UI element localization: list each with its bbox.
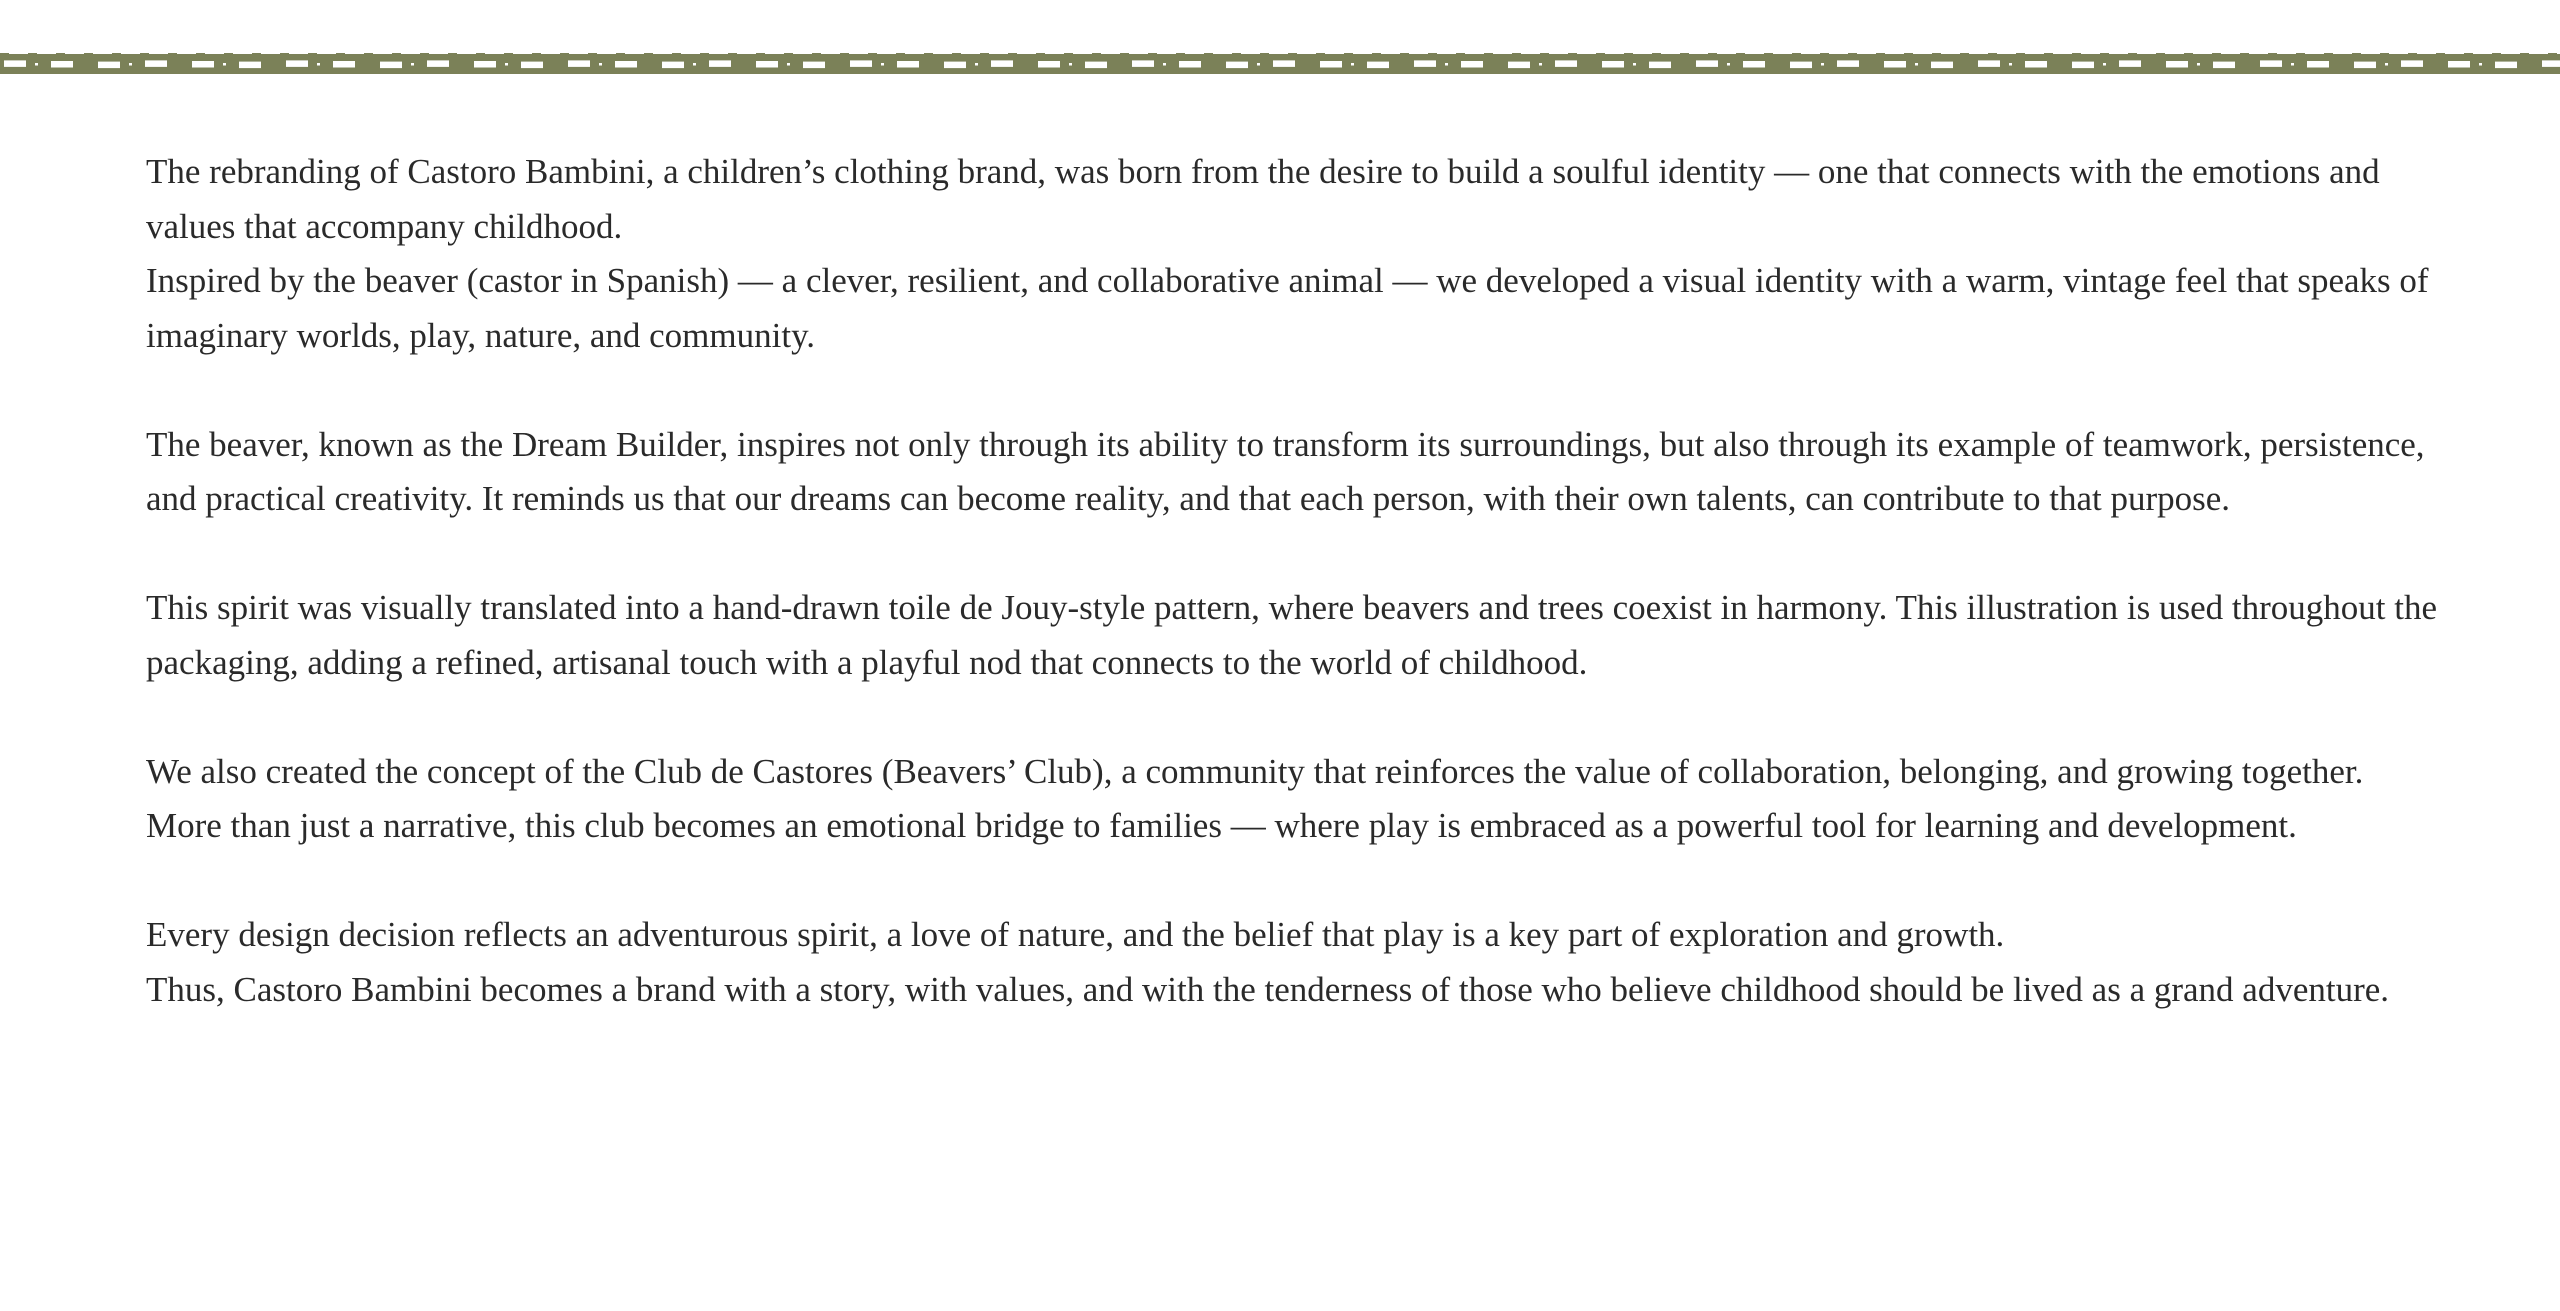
stitch-dash	[2166, 61, 2188, 68]
ribbon-edge-mark	[686, 55, 695, 57]
ribbon-edge-mark	[966, 55, 975, 57]
ribbon-edge-mark	[1148, 53, 1157, 55]
ribbon-edge-mark	[490, 55, 499, 57]
stitch-speck	[2197, 63, 2200, 66]
ribbon-edge-mark	[182, 55, 191, 57]
ribbon-edge-mark	[434, 55, 443, 57]
stitch-dash	[2495, 62, 2517, 69]
ribbon-edge-mark	[84, 53, 93, 55]
ribbon-edge-mark	[1652, 53, 1661, 55]
stitch-dash	[1508, 62, 1530, 69]
ribbon-edge-mark	[826, 55, 835, 57]
ribbon-edge-mark	[1834, 55, 1843, 57]
paragraph-line: The rebranding of Castoro Bambini, a children’s clothing brand, was born from the desire to build a soulful identity — one that connects with the emotions and values that accompany childhood.	[146, 152, 2380, 246]
stitch-speck	[2291, 63, 2294, 66]
ribbon-edge-mark	[2226, 55, 2235, 57]
ribbon-edge-mark	[1526, 55, 1535, 57]
stitch-dash	[1790, 62, 1812, 69]
stitch-dash	[662, 62, 684, 69]
stitch-dash	[1884, 61, 1906, 68]
ribbon-edge-mark	[0, 53, 9, 55]
ribbon-edge-mark	[2324, 53, 2333, 55]
ribbon-edge-mark	[2268, 53, 2277, 55]
stitch-dash	[1367, 62, 1389, 69]
ribbon-edge-mark	[798, 55, 807, 57]
ribbon-edge-mark	[1106, 55, 1115, 57]
stitch-dash	[1461, 61, 1483, 68]
ribbon-edge-mark	[154, 55, 163, 57]
ribbon-edge-mark	[1666, 55, 1675, 57]
ribbon-edge-mark	[700, 53, 709, 55]
ribbon-edge-mark	[658, 55, 667, 57]
ribbon-edge-mark	[1302, 55, 1311, 57]
ribbon-edge-mark	[1246, 55, 1255, 57]
ribbon-edge-mark	[854, 55, 863, 57]
ribbon-edge-mark	[1260, 53, 1269, 55]
ribbon-edge-mark	[1232, 53, 1241, 55]
stitch-dash	[4, 60, 26, 67]
ribbon-edge-mark	[2072, 53, 2081, 55]
stitch-dash	[2307, 61, 2329, 68]
ribbon-edge-mark	[1778, 55, 1787, 57]
ribbon-edge-mark	[518, 55, 527, 57]
paragraph-beavers-club	[146, 745, 2446, 854]
ribbon-edge-mark	[910, 55, 919, 57]
ribbon-edge-mark	[2058, 55, 2067, 57]
stitch-dash	[286, 60, 308, 67]
ribbon-edge-mark	[1050, 55, 1059, 57]
stitch-dash	[568, 60, 590, 67]
ribbon-edge-mark	[28, 53, 37, 55]
paragraph-line: This spirit was visually translated into a hand-drawn toile de Jouy-style pattern, where beavers and trees coexist in harmony. This illustration is used throughout the packaging, adding a refined, artisanal touch with a playful nod that connects to the world of childhood.	[146, 588, 2438, 682]
ribbon-edge-mark	[616, 53, 625, 55]
ribbon-edge-mark	[476, 53, 485, 55]
ribbon-edge-mark	[784, 53, 793, 55]
ribbon-edge-mark	[56, 53, 65, 55]
paragraph-closing	[146, 908, 2446, 1017]
ribbon-edge-mark	[630, 55, 639, 57]
ribbon-edge-mark	[336, 53, 345, 55]
ribbon-edge-mark	[1638, 55, 1647, 57]
stitch-speck	[411, 63, 414, 66]
ribbon-edge-mark	[938, 55, 947, 57]
stitch-dash	[2213, 62, 2235, 69]
ribbon-edge-mark	[406, 55, 415, 57]
ribbon-edge-mark	[588, 53, 597, 55]
stitch-dash	[1555, 60, 1577, 67]
ribbon-edge-mark	[462, 55, 471, 57]
ribbon-edge-mark	[1456, 53, 1465, 55]
ribbon-edge-mark	[1946, 55, 1955, 57]
stitch-speck	[1163, 63, 1166, 66]
ribbon-edge-mark	[2394, 55, 2403, 57]
stitch-dash	[2401, 60, 2423, 67]
stitch-speck	[317, 63, 320, 66]
ribbon-edge-mark	[196, 53, 205, 55]
ribbon-edge-mark	[2478, 55, 2487, 57]
ribbon-edge-mark	[728, 53, 737, 55]
ribbon-edge-mark	[1274, 55, 1283, 57]
ribbon-edge-mark	[2352, 53, 2361, 55]
stitch-dash	[2448, 61, 2470, 68]
stitch-speck	[35, 63, 38, 66]
stitch-dash	[1038, 61, 1060, 68]
ribbon-edge-mark	[504, 53, 513, 55]
ribbon-edge-mark	[280, 53, 289, 55]
ribbon-edge-mark	[448, 53, 457, 55]
ribbon-edge-mark	[378, 55, 387, 57]
ribbon-edge-mark	[1680, 53, 1689, 55]
ribbon-edge-mark	[812, 53, 821, 55]
ribbon-edge-mark	[532, 53, 541, 55]
ribbon-edge-mark	[1036, 53, 1045, 55]
ribbon-edge-mark	[2114, 55, 2123, 57]
ribbon-edge-mark	[2548, 53, 2557, 55]
ribbon-edge-mark	[2464, 53, 2473, 55]
stitch-dash	[1837, 60, 1859, 67]
stitch-dash	[1931, 62, 1953, 69]
ribbon-edge-mark	[1190, 55, 1199, 57]
ribbon-edge-mark	[714, 55, 723, 57]
ribbon-edge-mark	[1806, 55, 1815, 57]
ribbon-edge-mark	[1162, 55, 1171, 57]
stitch-dash	[1978, 60, 2000, 67]
ribbon-edge-mark	[980, 53, 989, 55]
ribbon-edge-mark	[322, 55, 331, 57]
stitch-speck	[2009, 63, 2012, 66]
stitch-dash	[1696, 60, 1718, 67]
ribbon-edge-mark	[1624, 53, 1633, 55]
paragraph-dream-builder	[146, 418, 2446, 527]
ribbon-edge-mark	[1820, 53, 1829, 55]
ribbon-edge-mark	[644, 53, 653, 55]
ribbon-edge-mark	[560, 53, 569, 55]
stitch-dash	[1273, 60, 1295, 67]
ribbon-edge-mark	[1428, 53, 1437, 55]
ribbon-edge-mark	[1512, 53, 1521, 55]
ribbon-edge-mark	[2002, 55, 2011, 57]
ribbon-edge-mark	[2436, 53, 2445, 55]
paragraph-line: Inspired by the beaver (castor in Spanish) — a clever, resilient, and collaborative animal — we developed a visual identity with a warm, vintage feel that speaks of imaginary worlds, play, nature, and community.	[146, 261, 2429, 355]
ribbon-edge-mark	[1582, 55, 1591, 57]
stitch-dash	[756, 61, 778, 68]
stitch-speck	[1633, 63, 1636, 66]
ribbon-edge-mark	[140, 53, 149, 55]
ribbon-edge-mark	[2450, 55, 2459, 57]
ribbon-edge-mark	[742, 55, 751, 57]
ribbon-edge-mark	[1400, 53, 1409, 55]
stitch-dash	[427, 60, 449, 67]
stitch-dash	[1320, 61, 1342, 68]
article-body	[146, 145, 2446, 1072]
ribbon-edge-mark	[1974, 55, 1983, 57]
ribbon-edge-mark	[308, 53, 317, 55]
stitch-speck	[2479, 63, 2482, 66]
ribbon-edge-mark	[252, 53, 261, 55]
stitch-dash	[2119, 60, 2141, 67]
stitch-dash	[1132, 60, 1154, 67]
ribbon-edge-mark	[266, 55, 275, 57]
ribbon-edge-mark	[2492, 53, 2501, 55]
ribbon-edge-mark	[2282, 55, 2291, 57]
ribbon-edge-mark	[2100, 53, 2109, 55]
ribbon-edge-mark	[756, 53, 765, 55]
stitch-speck	[1915, 63, 1918, 66]
stitch-speck	[693, 63, 696, 66]
stitch-speck	[1727, 63, 1730, 66]
ribbon-edge-mark	[1540, 53, 1549, 55]
stitch-speck	[1445, 63, 1448, 66]
stitch-dash	[1179, 61, 1201, 68]
ribbon-edge-mark	[2198, 55, 2207, 57]
ribbon-edge-mark	[1316, 53, 1325, 55]
ribbon-edge-mark	[2184, 53, 2193, 55]
ribbon-edge-mark	[868, 53, 877, 55]
ribbon-edge-mark	[1862, 55, 1871, 57]
ribbon-edge-mark	[14, 55, 23, 57]
ribbon-edge-mark	[2142, 55, 2151, 57]
paragraph-intro	[146, 145, 2446, 363]
ribbon-edge-mark	[1414, 55, 1423, 57]
ribbon-edge-mark	[1372, 53, 1381, 55]
ribbon-edge-mark	[1022, 55, 1031, 57]
ribbon-edge-mark	[2534, 55, 2543, 57]
ribbon-edge-mark	[350, 55, 359, 57]
stitch-dash	[1226, 62, 1248, 69]
ribbon-edge-mark	[2296, 53, 2305, 55]
ribbon-edge-mark	[1008, 53, 1017, 55]
stitch-dash	[2260, 60, 2282, 67]
stitch-speck	[2385, 63, 2388, 66]
ribbon-edge-mark	[1442, 55, 1451, 57]
ribbon-edge-mark	[70, 55, 79, 57]
ribbon-edge-mark	[1120, 53, 1129, 55]
ribbon-edge-mark	[420, 53, 429, 55]
ribbon-edge-mark	[1988, 53, 1997, 55]
stitch-speck	[881, 63, 884, 66]
ribbon-edge-mark	[98, 55, 107, 57]
stitch-dash	[98, 62, 120, 69]
ribbon-edge-mark	[1932, 53, 1941, 55]
ribbon-edge-mark	[1792, 53, 1801, 55]
ribbon-edge-mark	[210, 55, 219, 57]
ribbon-edge-mark	[1736, 53, 1745, 55]
ribbon-edge-mark	[1960, 53, 1969, 55]
ribbon-edge-mark	[770, 55, 779, 57]
stitch-dash	[1085, 62, 1107, 69]
stitch-speck	[505, 63, 508, 66]
stitch-dash	[897, 61, 919, 68]
stitch-dash	[1414, 60, 1436, 67]
ribbon-edge-mark	[952, 53, 961, 55]
ribbon-edge-mark	[1498, 55, 1507, 57]
ribbon-edge-mark	[1708, 53, 1717, 55]
stitch-dash	[2542, 60, 2560, 67]
ribbon-edge-mark	[1330, 55, 1339, 57]
stitched-ribbon-graphic	[0, 52, 2560, 76]
stitch-dash	[1743, 61, 1765, 68]
ribbon-edge-mark	[1610, 55, 1619, 57]
ribbon-edge-mark	[168, 53, 177, 55]
ribbon-edge-mark	[1554, 55, 1563, 57]
stitch-dash	[803, 62, 825, 69]
stitch-speck	[1351, 63, 1354, 66]
stitch-dash	[333, 61, 355, 68]
stitch-speck	[975, 63, 978, 66]
stitch-dash	[991, 60, 1013, 67]
ribbon-edge-mark	[238, 55, 247, 57]
ribbon-edge-mark	[364, 53, 373, 55]
stitch-speck	[599, 63, 602, 66]
stitch-speck	[787, 63, 790, 66]
ribbon-edge-mark	[1358, 55, 1367, 57]
ribbon-edge-mark	[1344, 53, 1353, 55]
ribbon-edge-mark	[2156, 53, 2165, 55]
ribbon-edge-mark	[994, 55, 1003, 57]
ribbon-edge-mark	[2212, 53, 2221, 55]
ribbon-edge-mark	[1386, 55, 1395, 57]
ribbon-edge-mark	[126, 55, 135, 57]
ribbon-edge-mark	[2086, 55, 2095, 57]
stitch-dash	[615, 61, 637, 68]
stitch-dash	[944, 62, 966, 69]
stitch-speck	[1257, 63, 1260, 66]
stitch-dash	[2354, 62, 2376, 69]
ribbon-edge-mark	[1764, 53, 1773, 55]
ribbon-edge-mark	[2240, 53, 2249, 55]
ribbon-edge-mark	[1722, 55, 1731, 57]
ribbon-edge-mark	[882, 55, 891, 57]
ribbon-edge-mark	[1848, 53, 1857, 55]
ribbon-edge-mark	[574, 55, 583, 57]
ribbon-edge-mark	[1904, 53, 1913, 55]
ribbon-edge-mark	[1596, 53, 1605, 55]
paragraph-toile-pattern	[146, 581, 2446, 690]
ribbon-edge-mark	[1176, 53, 1185, 55]
stitch-dash	[2025, 61, 2047, 68]
ribbon-edge-mark	[840, 53, 849, 55]
ribbon-edge-mark	[2310, 55, 2319, 57]
ribbon-edge-mark	[1918, 55, 1927, 57]
stitch-dash	[1649, 62, 1671, 69]
ribbon-edge-mark	[112, 53, 121, 55]
stitch-dash	[380, 62, 402, 69]
ribbon-edge-mark	[1484, 53, 1493, 55]
ribbon-edge-mark	[1750, 55, 1759, 57]
ribbon-edge-mark	[1568, 53, 1577, 55]
ribbon-edge-mark	[1470, 55, 1479, 57]
ribbon-edge-mark	[1218, 55, 1227, 57]
decorative-border-strip	[0, 52, 2560, 76]
ribbon-edge-mark	[924, 53, 933, 55]
ribbon-edge-mark	[294, 55, 303, 57]
ribbon-edge-mark	[896, 53, 905, 55]
stitch-speck	[1069, 63, 1072, 66]
ribbon-edge-mark	[2380, 53, 2389, 55]
ribbon-edge-mark	[2506, 55, 2515, 57]
ribbon-edge-mark	[2366, 55, 2375, 57]
ribbon-edge-mark	[1078, 55, 1087, 57]
ribbon-edge-mark	[2408, 53, 2417, 55]
paragraph-line: We also created the concept of the Club de Castores (Beavers’ Club), a community that reinforces the value of collaboration, belonging, and growing together. More than just a narrative, this club becomes an emotional bridge to families — where play is embraced as a powerful tool for learning and development.	[146, 751, 2364, 845]
ribbon-edge-mark	[2016, 53, 2025, 55]
ribbon-edge-mark	[2044, 53, 2053, 55]
ribbon-edge-mark	[1064, 53, 1073, 55]
stitch-dash	[1602, 61, 1624, 68]
ribbon-edge-mark	[2170, 55, 2179, 57]
stitch-dash	[239, 62, 261, 69]
ribbon-edge-mark	[602, 55, 611, 57]
ribbon-edge-mark	[546, 55, 555, 57]
ribbon-edge-mark	[1204, 53, 1213, 55]
stitch-speck	[223, 63, 226, 66]
stitch-speck	[129, 63, 132, 66]
ribbon-edge-mark	[1092, 53, 1101, 55]
ribbon-edge-mark	[1694, 55, 1703, 57]
ribbon-edge-mark	[392, 53, 401, 55]
ribbon-edge-mark	[1890, 55, 1899, 57]
stitch-speck	[1539, 63, 1542, 66]
paragraph-line: Thus, Castoro Bambini becomes a brand with a story, with values, and with the tenderness of those who believe childhood should be lived as a grand adventure.	[146, 969, 2390, 1009]
ribbon-edge-mark	[2422, 55, 2431, 57]
ribbon-edge-mark	[2338, 55, 2347, 57]
paragraph-line: The beaver, known as the Dream Builder, inspires not only through its ability to transform its surroundings, but also through its example of teamwork, persistence, and practical creativity. It reminds us that our dreams can become reality, and that each person, with their own talents, can contribute to that purpose.	[146, 424, 2425, 518]
ribbon-edge-mark	[672, 53, 681, 55]
ribbon-edge-mark	[2254, 55, 2263, 57]
ribbon-edge-mark	[2520, 53, 2529, 55]
stitch-dash	[2072, 62, 2094, 69]
stitch-dash	[521, 62, 543, 69]
stitch-dash	[145, 60, 167, 67]
ribbon-edge-mark	[42, 55, 51, 57]
stitch-dash	[192, 61, 214, 68]
ribbon-edge-mark	[1134, 55, 1143, 57]
stitch-dash	[474, 61, 496, 68]
stitch-speck	[2103, 63, 2106, 66]
ribbon-edge-mark	[1876, 53, 1885, 55]
ribbon-edge-mark	[1288, 53, 1297, 55]
stitch-dash	[709, 60, 731, 67]
paragraph-line: Every design decision reflects an adventurous spirit, a love of nature, and the belief that play is a key part of exploration and growth.	[146, 915, 2005, 954]
ribbon-edge-mark	[2030, 55, 2039, 57]
ribbon-edge-mark	[224, 53, 233, 55]
stitch-dash	[51, 61, 73, 68]
stitch-speck	[1821, 63, 1824, 66]
ribbon-edge-mark	[2128, 53, 2137, 55]
stitch-dash	[850, 60, 872, 67]
